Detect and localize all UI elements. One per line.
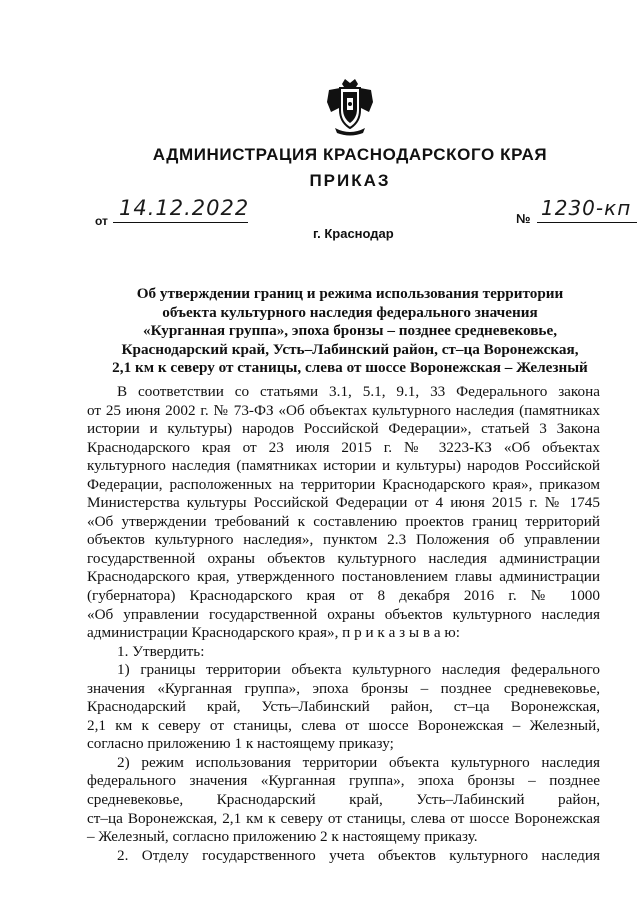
body-line: культурного наследия (памятниках истории и культуры) народов Российской: [87, 457, 600, 475]
order-body: [87, 383, 600, 865]
order-subject: [60, 285, 639, 378]
subject-line: «Курганная группа», эпоха бронзы – позднее средневековье,: [143, 322, 557, 339]
date-label: от: [95, 214, 108, 228]
body-line: В соответствии со статьями 3.1, 5.1, 9.1, 33 Федерального закона: [117, 383, 600, 400]
body-line: администрации Краснодарского края», п р и к а з ы в а ю:: [87, 624, 460, 642]
handwritten-date: 14.12.2022: [119, 196, 250, 220]
body-line: «Об управлении государственной охраны объектов культурного наследия: [87, 605, 600, 623]
body-line: 1) границы территории объекта культурного наследия федерального: [117, 661, 600, 679]
body-line: федерального значения «Курганная группа», эпоха бронзы – позднее: [87, 772, 600, 790]
body-line: – Железный, согласно приложению 2 к настоящему приказу.: [87, 828, 478, 846]
date-field: [113, 196, 250, 223]
body-line: Краснодарский край, Усть–Лабинский район, ст–ца Воронежская,: [87, 698, 600, 716]
body-line: истории и культуры) народов Российской Федерации», статьей 3 Закона: [87, 420, 600, 438]
subject-line: Краснодарский край, Усть–Лабинский район, ст–ца Воронежская,: [121, 340, 579, 358]
body-line: 1. Утвердить:: [117, 642, 205, 660]
body-line: «Об утверждении требований к составлению проектов границ территорий: [87, 512, 600, 530]
body-line: Федерации, расположенных на территории Краснодарского края», приказом: [87, 475, 600, 493]
document-type: ПРИКАЗ: [309, 171, 391, 190]
body-line: ст–ца Воронежская, 2,1 км к северу от станицы, слева от шоссе Воронежская: [87, 809, 600, 827]
body-line: 2,1 км к северу от станицы, слева от шоссе Воронежская – Железный,: [87, 716, 600, 734]
body-line: Министерства культуры Российской Федерации от 4 июня 2015 г. № 1745: [87, 494, 600, 512]
number-label: №: [516, 211, 531, 226]
city-line: г. Краснодар: [313, 226, 394, 241]
organization-title: АДМИНИСТРАЦИЯ КРАСНОДАРСКОГО КРАЯ: [152, 145, 548, 164]
body-line: объектов культурного наследия», пунктом 2.3 Положения об управлении: [87, 531, 600, 549]
body-line: значения «Курганная группа», эпоха бронзы – позднее средневековье,: [87, 679, 600, 697]
body-line: 2) режим использования территории объекта культурного наследия: [117, 753, 600, 771]
body-line: 2. Отделу государственного учета объектов культурного наследия: [117, 846, 600, 864]
body-line: средневековье, Краснодарский край, Усть–Лабинский район,: [87, 791, 600, 809]
handwritten-number: 1230-кп: [541, 196, 632, 220]
subject-line: 2,1 км к северу от станицы, слева от шоссе Воронежская – Железный: [112, 359, 588, 376]
body-line: Краснодарского края, утвержденного постановлением главы администрации: [87, 568, 600, 586]
subject-line: объекта культурного наследия федерального значения: [162, 303, 538, 321]
body-line: государственной охраны объектов культурного наследия администрации: [87, 549, 600, 567]
subject-line: Об утверждении границ и режима использования территории: [136, 285, 564, 302]
number-field: [537, 196, 637, 223]
body-line: Краснодарского края от 23 июля 2015 г. № 3223-КЗ «Об объектах: [87, 438, 600, 456]
body-line: согласно приложению 1 к настоящему приказу;: [87, 735, 394, 753]
coat-of-arms-icon: [325, 78, 375, 136]
body-line: (губернатора) Краснодарского края от 8 декабря 2016 г. № 1000: [87, 587, 600, 605]
body-line: от 25 июня 2002 г. № 73-ФЗ «Об объектах культурного наследия (памятниках: [87, 401, 600, 419]
